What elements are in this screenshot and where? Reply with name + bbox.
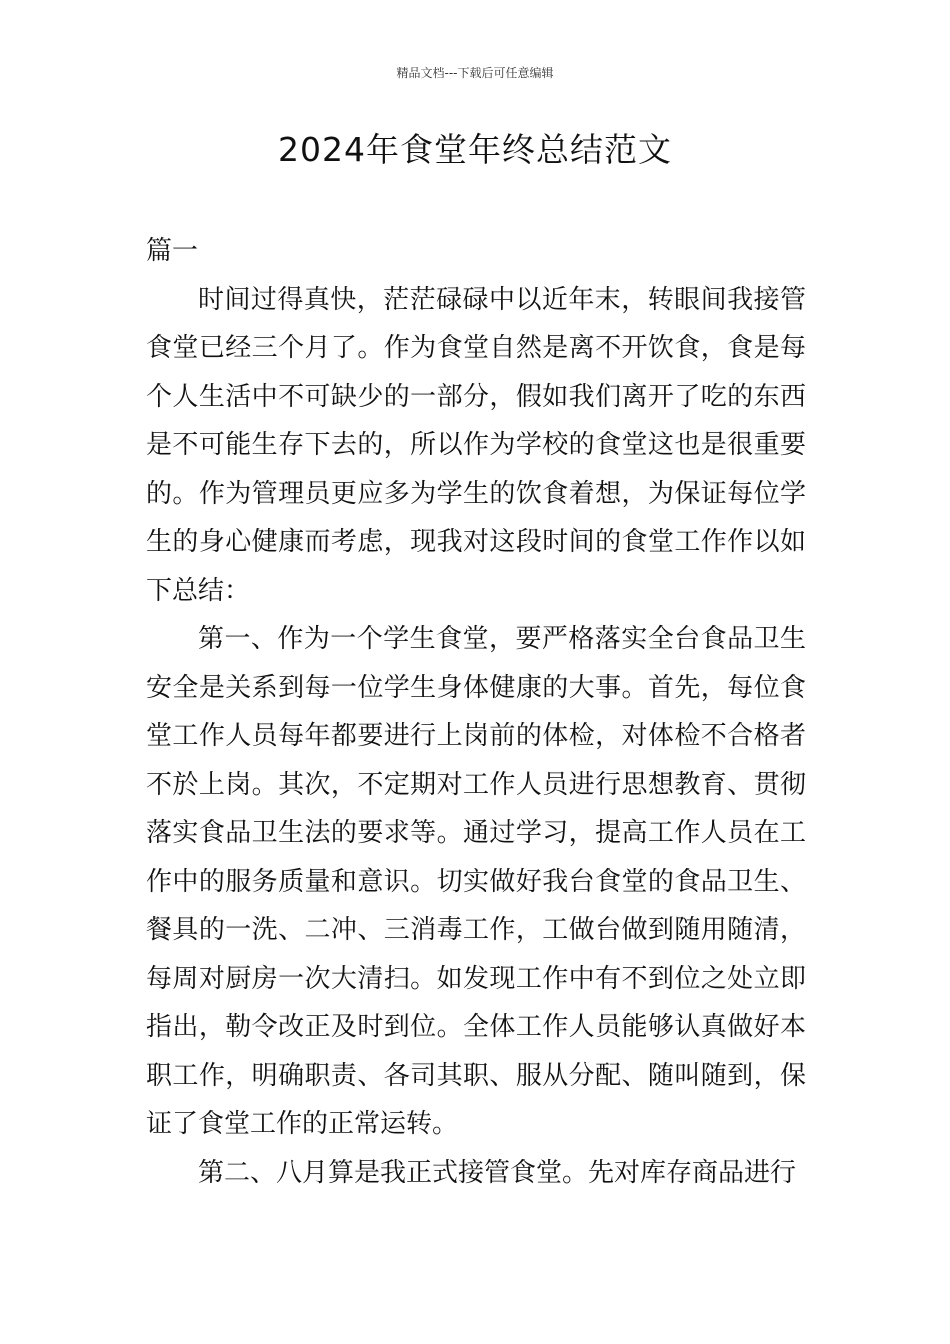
paragraph-first-point: 第一、作为一个学生食堂，要严格落实全台食品卫生安全是关系到每一位学生身体健康的大事。首先，每位食堂工作人员每年都要进行上岗前的体检，对体检不合格者不於上岗。其次，不定期对工作人员进行思想教育、贯彻落实食品卫生法的要求等。通过学习，提高工作人员在工作中的服务质量和意识。切实做好我台食堂的食品卫生、餐具的一洗、二冲、三消毒工作，工做台做到随用随清，每周对厨房一次大清扫。如发现工作中有不到位之处立即指出，勒令改正及时到位。全体工作人员能够认真做好本职工作，明确职责、各司其职、服从分配、随叫随到，保证了食堂工作的正常运转。 xyxy=(146,624,806,1139)
header-note: 精品文档---下载后可任意编辑 xyxy=(396,66,554,80)
section-label: 篇一 xyxy=(146,236,199,266)
paragraph-second-point: 第二、八月算是我正式接管食堂。先对库存商品进行 xyxy=(198,1157,797,1188)
document-title: 2024年食堂年终总结范文 xyxy=(278,130,672,169)
paragraph-intro: 时间过得真快，茫茫碌碌中以近年末，转眼间我接管食堂已经三个月了。作为食堂自然是离不开饮食，食是每个人生活中不可缺少的一部分，假如我们离开了吃的东西是不可能生存下去的，所以作为学校的食堂这也是很重要的。作为管理员更应多为学生的饮食着想，为保证每位学生的身心健康而考虑，现我对这段时间的食堂工作作以如下总结： xyxy=(146,284,806,606)
document-body xyxy=(146,227,806,1197)
